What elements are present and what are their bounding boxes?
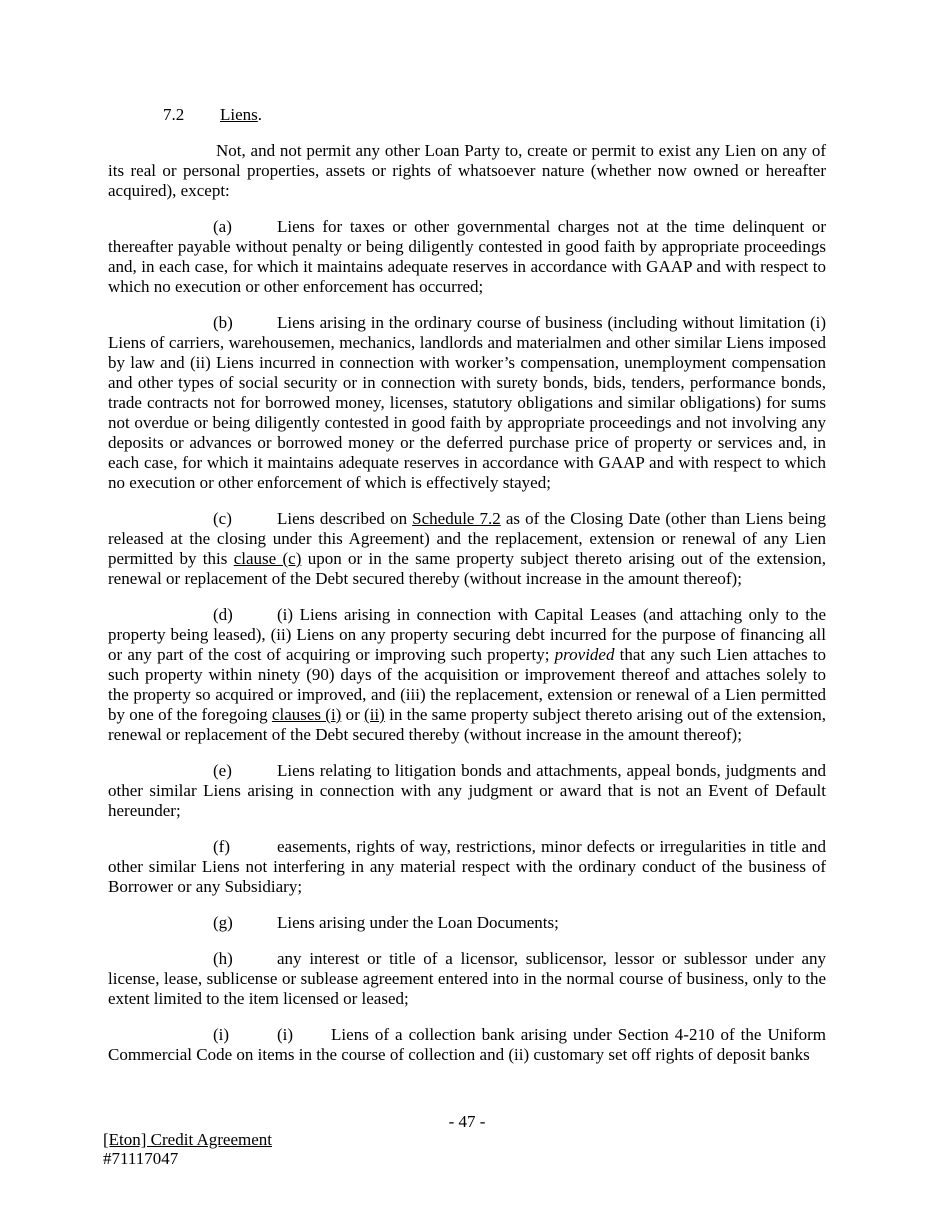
paragraph-g (108, 913, 826, 933)
paragraph-text: Liens arising under the Loan Documents; (277, 913, 559, 932)
paragraph-i (108, 1025, 826, 1065)
paragraph-f (108, 837, 826, 897)
paragraph-label: (e) (213, 761, 232, 780)
paragraph-label: (a) (213, 217, 232, 236)
paragraph-label: (b) (213, 313, 233, 332)
paragraph-c (108, 509, 826, 589)
paragraph-label: (i) (213, 1025, 230, 1044)
paragraph-intro: Not, and not permit any other Loan Party to, create or permit to exist any Lien on any of its real or personal properties, assets or rights of whatsoever nature (whether now owned or hereafter acquired), except: (108, 141, 826, 200)
paragraph-label: (g) (213, 913, 233, 932)
paragraph-text: Liens arising in the ordinary course of business (including without limitation (i) Liens of carriers, warehousemen, mechanics, landlords and materialmen and other similar Liens imposed by law and (ii) Liens incurred in connection with worker’s compensation, unemployment compensation and other types of social security or in connection with surety bonds, bids, tenders, performance bonds, trade contracts not for borrowed money, licenses, statutory obligations and similar obligations) for sums not overdue or being diligently contested in good faith by appropriate proceedings and not involving any deposits or advances or borrowed money or the deferred purchase price of property or services and, in each case, for which it maintains adequate reserves in accordance with GAAP and with respect to which no execution or other enforcement of which is effectively stayed; (108, 313, 826, 492)
document-body (108, 105, 826, 1065)
paragraph-label: (f) (213, 837, 230, 856)
paragraph-label: (d) (213, 605, 233, 624)
section-title: Liens. (220, 105, 263, 124)
paragraph-d (108, 605, 826, 745)
paragraph-text: (i) Liens of a collection bank arising under Section 4-210 of the Uniform Commercial Code on items in the course of collection and (ii) customary set off rights of deposit banks (108, 1025, 826, 1064)
paragraph-e (108, 761, 826, 821)
paragraph-label: (c) (213, 509, 232, 528)
paragraph-text: Liens relating to litigation bonds and attachments, appeal bonds, judgments and other similar Liens arising in connection with any judgment or award that is not an Event of Default hereunder; (108, 761, 826, 820)
paragraph-text: Liens described on Schedule 7.2 as of the Closing Date (other than Liens being released at the closing under this Agreement) and the replacement, extension or renewal of any Lien permitted by this clause (c) upon or in the same property subject thereto arising out of the extension, renewal or replacement of the Debt secured thereby (without increase in the amount thereof); (108, 509, 827, 588)
section-number: 7.2 (163, 105, 185, 124)
footer-doc-name: [Eton] Credit Agreement (103, 1130, 273, 1149)
section-heading (108, 105, 826, 125)
paragraph-a (108, 217, 826, 297)
paragraph-text: easements, rights of way, restrictions, minor defects or irregularities in title and other similar Liens not interfering in any material respect with the ordinary conduct of the business of Borrower or any Subsidiary; (108, 837, 826, 896)
paragraph-text: any interest or title of a licensor, sublicensor, lessor or sublessor under any license, lease, sublicense or sublease agreement entered into in the normal course of business, only to the extent limited to the item licensed or leased; (108, 949, 826, 1008)
paragraph-text: (i) Liens arising in connection with Capital Leases (and attaching only to the property being leased), (ii) Liens on any property securing debt incurred for the purpose of financing all or any part of the cost of acquiring or improving such property; provided that any such Lien attaches to such property within ninety (90) days of the acquisition or improvement thereof and attaches solely to the property so acquired or improved, and (iii) the replacement, extension or renewal of a Lien permitted by one of the foregoing clauses (i) or (ii) in the same property subject thereto arising out of the extension, renewal or replacement of the Debt secured thereby (without increase in the amount thereof); (108, 605, 826, 744)
document-footer (103, 1130, 272, 1168)
paragraph-h (108, 949, 826, 1009)
paragraph-label: (h) (213, 949, 233, 968)
paragraph-text: Liens for taxes or other governmental charges not at the time delinquent or thereafter payable without penalty or being diligently contested in good faith by appropriate proceedings and, in each case, for which it maintains adequate reserves in accordance with GAAP and with respect to which no execution or other enforcement has occurred; (108, 217, 826, 296)
page-number: - 47 - (448, 1112, 486, 1131)
footer-doc-number: #71117047 (103, 1149, 179, 1168)
paragraph-b (108, 313, 826, 493)
